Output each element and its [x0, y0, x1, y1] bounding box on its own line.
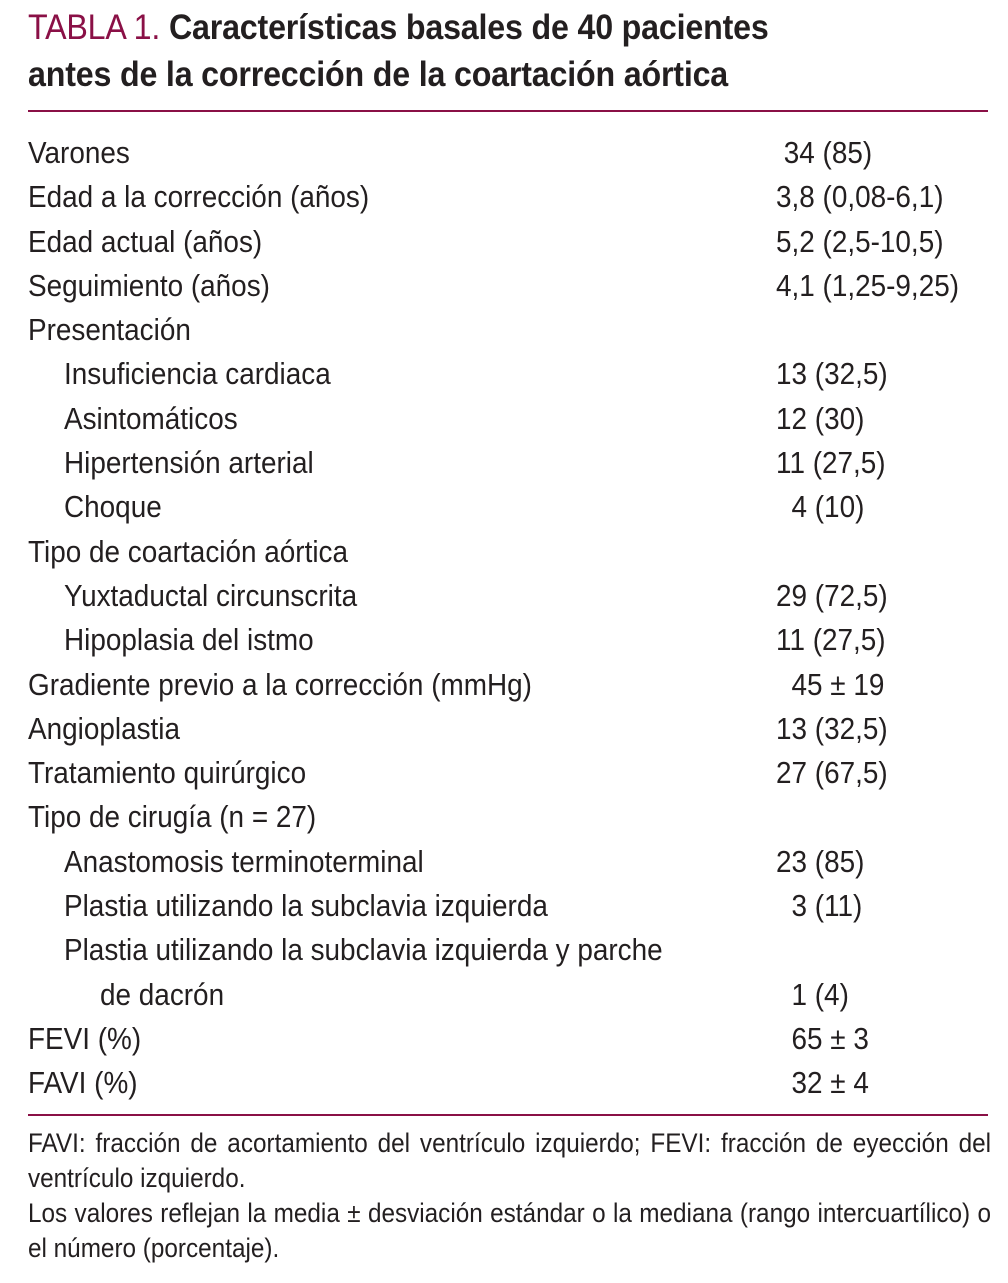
row-value: 27 (67,5)	[776, 755, 888, 791]
row-value: 4 (10)	[776, 489, 865, 525]
row-value: 4,1 (1,25-9,25)	[776, 267, 960, 303]
table-row	[28, 441, 988, 485]
row-label: Varones	[28, 135, 130, 170]
row-label: Edad a la corrección (años)	[28, 179, 370, 215]
row-value: 32 ± 4	[776, 1065, 869, 1101]
table-row-continuation	[28, 973, 988, 1017]
row-label: Plastia utilizando la subclavia izquierda y parche	[64, 932, 663, 968]
row-label: Presentación	[28, 312, 191, 348]
row-label: Tratamiento quirúrgico	[28, 755, 307, 791]
row-label: Asintomáticos	[64, 400, 238, 436]
row-label: Edad actual (años)	[28, 223, 263, 259]
table-row	[28, 352, 988, 396]
row-label: Hipertensión arterial	[64, 445, 314, 481]
table-row-group-heading	[28, 530, 988, 574]
row-value: 11 (27,5)	[776, 622, 886, 658]
row-label: Yuxtaductal circunscrita	[64, 577, 358, 613]
row-label: Plastia utilizando la subclavia izquierda	[64, 888, 548, 924]
title-line-1	[28, 4, 911, 51]
table-row	[28, 884, 988, 928]
row-label: Gradiente previo a la corrección (mmHg)	[28, 666, 532, 702]
table-row	[28, 707, 988, 751]
row-label: Insuficiencia cardiaca	[64, 356, 331, 392]
table-row	[28, 574, 988, 618]
row-value: 5,2 (2,5-10,5)	[776, 223, 944, 259]
row-label: Anastomosis terminoterminal	[64, 843, 424, 879]
footnote-values: Los valores reflejan la media ± desviación estándar o la mediana (rango intercuartílico) o el número (porcentaje).	[28, 1198, 991, 1263]
row-label: Tipo de cirugía (n = 27)	[28, 799, 317, 835]
table-title	[28, 4, 911, 98]
table-row	[28, 131, 988, 175]
table-row	[28, 751, 988, 795]
top-rule	[28, 110, 988, 112]
table-row	[28, 264, 988, 308]
table-row	[28, 618, 988, 662]
row-label: Hipoplasia del istmo	[64, 622, 314, 658]
title-text-line-2: antes de la corrección de la coartación aórtica	[28, 55, 729, 94]
table-number-label: TABLA 1.	[28, 8, 161, 47]
row-label: FAVI (%)	[28, 1065, 138, 1101]
table-row	[28, 175, 988, 219]
table-footnotes	[28, 1126, 991, 1266]
row-value: 11 (27,5)	[776, 445, 886, 481]
table-row	[28, 663, 988, 707]
row-label: Seguimiento (años)	[28, 267, 270, 303]
table-row	[28, 485, 988, 529]
row-label: Angioplastia	[28, 710, 181, 746]
row-label: Tipo de coartación aórtica	[28, 533, 348, 569]
table-row	[28, 397, 988, 441]
characteristics-table	[28, 131, 988, 1106]
table-row	[28, 1061, 988, 1105]
row-label: FEVI (%)	[28, 1020, 142, 1056]
title-text-line-1: Características basales de 40 pacientes	[168, 8, 769, 47]
row-value: 12 (30)	[776, 400, 865, 436]
row-value: 13 (32,5)	[776, 356, 888, 392]
row-value: 3 (11)	[776, 888, 863, 924]
row-value: 65 ± 3	[776, 1020, 869, 1056]
table-row	[28, 928, 988, 972]
bottom-rule	[28, 1114, 988, 1116]
row-value: 13 (32,5)	[776, 710, 888, 746]
row-value: 1 (4)	[776, 976, 849, 1012]
row-value: 29 (72,5)	[776, 577, 888, 613]
footnote-abbreviations: FAVI: fracción de acortamiento del ventrículo izquierdo; FEVI: fracción de eyección del ventrículo izquierdo.	[28, 1128, 991, 1193]
row-label: de dacrón	[100, 976, 225, 1012]
table-row-group-heading	[28, 308, 988, 352]
row-value: 45 ± 19	[776, 666, 885, 702]
row-label: Choque	[64, 489, 162, 525]
row-value: 3,8 (0,08-6,1)	[776, 179, 944, 215]
table-row	[28, 220, 988, 264]
row-value: 34 (85)	[776, 135, 873, 170]
table-row-group-heading	[28, 795, 988, 839]
table-row	[28, 840, 988, 884]
row-value: 23 (85)	[776, 843, 865, 879]
table-row	[28, 1017, 988, 1061]
